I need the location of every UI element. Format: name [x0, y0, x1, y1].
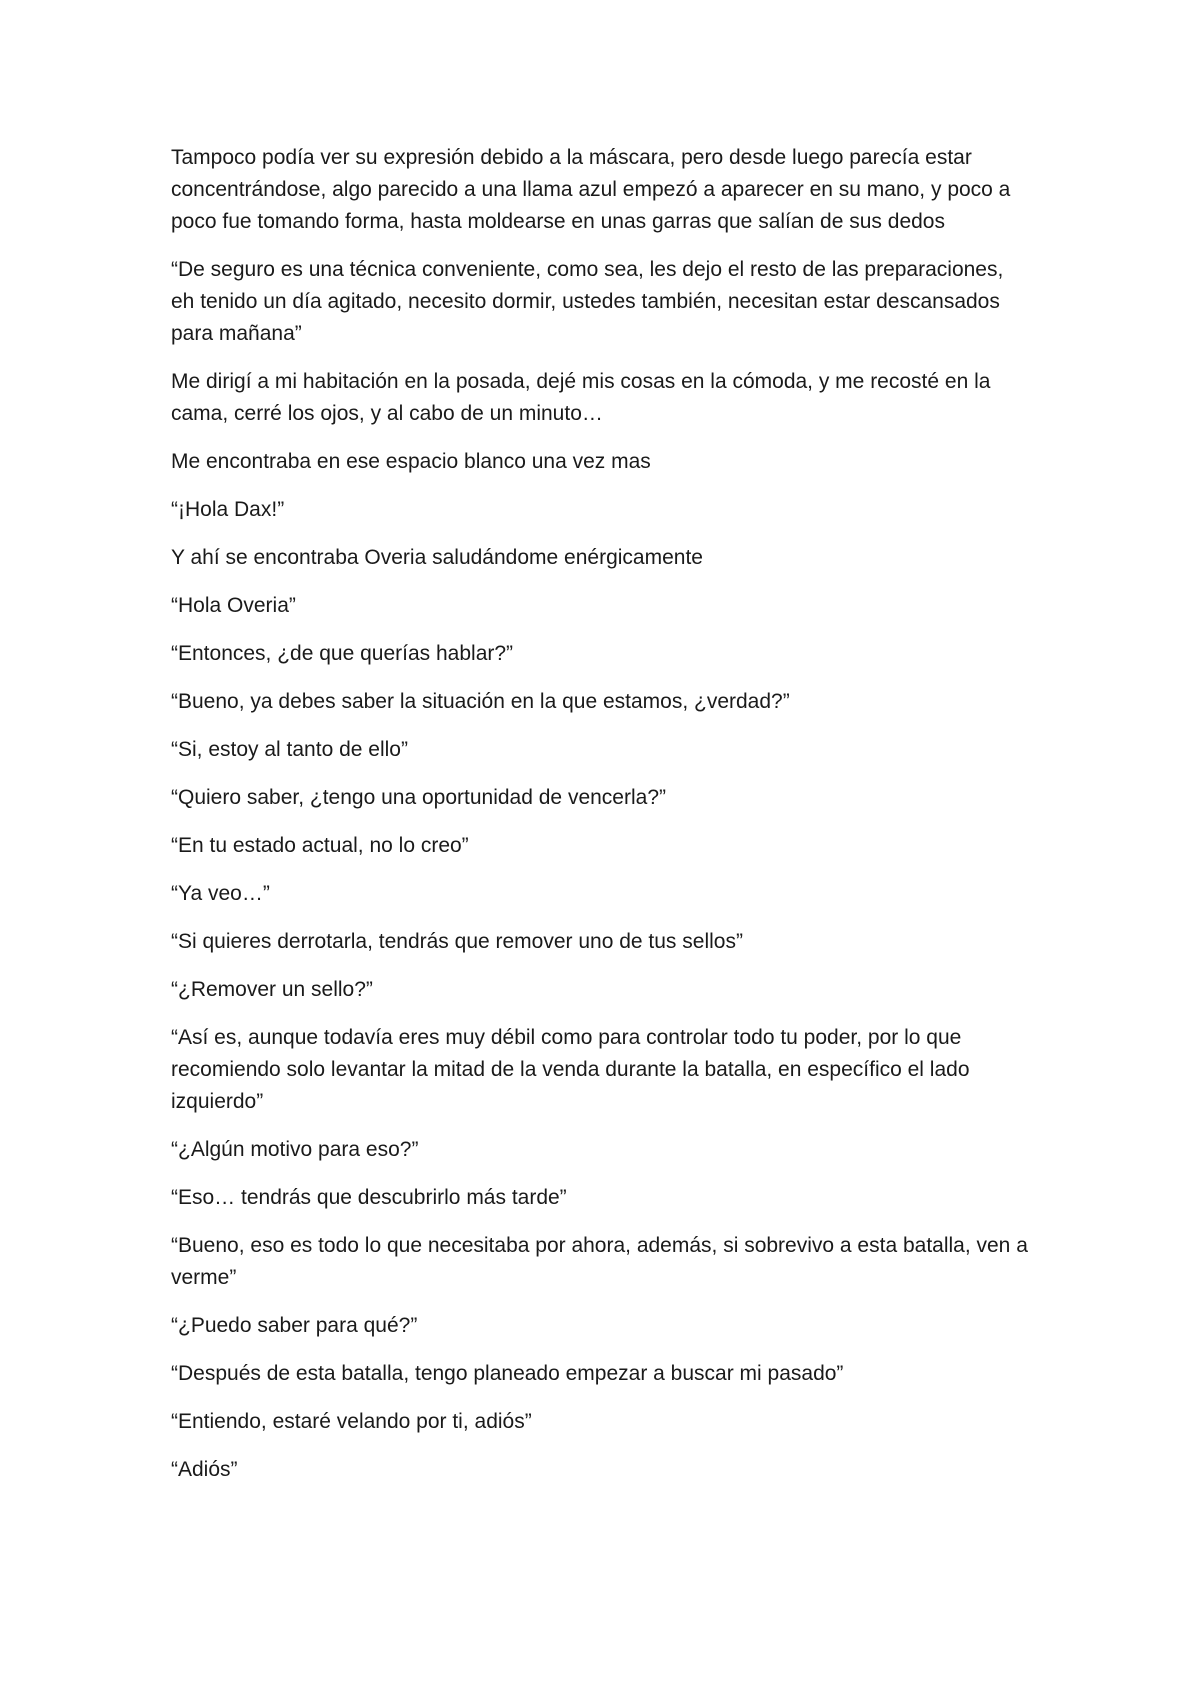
paragraph: “En tu estado actual, no lo creo” [171, 834, 469, 857]
paragraph: “Bueno, ya debes saber la situación en la que estamos, ¿verdad?” [171, 690, 790, 713]
paragraph: “¡Hola Dax!” [171, 498, 285, 521]
paragraph: “¿Puedo saber para qué?” [171, 1314, 418, 1337]
paragraph: “Hola Overia” [171, 594, 296, 617]
paragraph: “Entonces, ¿de que querías hablar?” [171, 642, 514, 665]
paragraph: “¿Remover un sello?” [171, 978, 373, 1001]
paragraph: “Bueno, eso es todo lo que necesitaba por ahora, además, si sobrevivo a esta batalla, ven a verme” [171, 1234, 1028, 1289]
paragraph: “Después de esta batalla, tengo planeado empezar a buscar mi pasado” [171, 1362, 844, 1385]
paragraph: Me dirigí a mi habitación en la posada, dejé mis cosas en la cómoda, y me recosté en la cama, cerré los ojos, y al cabo de un minuto… [171, 370, 991, 425]
paragraph: “Quiero saber, ¿tengo una oportunidad de vencerla?” [171, 786, 666, 809]
paragraph: “¿Algún motivo para eso?” [171, 1138, 419, 1161]
paragraph: Me encontraba en ese espacio blanco una vez mas [171, 450, 651, 473]
paragraph: “Eso… tendrás que descubrirlo más tarde” [171, 1186, 567, 1209]
paragraph: “De seguro es una técnica conveniente, como sea, les dejo el resto de las preparaciones, eh tenido un día agitado, necesito dormir, ustedes también, necesitan estar descansados para mañana” [171, 258, 1004, 345]
paragraph: “Ya veo…” [171, 882, 270, 905]
paragraph: “Si quieres derrotarla, tendrás que remover uno de tus sellos” [171, 930, 743, 953]
paragraph: Tampoco podía ver su expresión debido a la máscara, pero desde luego parecía estar concentrándose, algo parecido a una llama azul empezó a aparecer en su mano, y poco a poco fue tomando forma, hasta moldearse en unas garras que salían de sus dedos [171, 146, 1011, 233]
paragraph: “Así es, aunque todavía eres muy débil como para controlar todo tu poder, por lo que recomiendo solo levantar la mitad de la venda durante la batalla, en específico el lado izquierdo” [171, 1026, 970, 1113]
paragraph: “Adiós” [171, 1458, 238, 1481]
paragraph: “Entiendo, estaré velando por ti, adiós” [171, 1410, 532, 1433]
paragraph: “Si, estoy al tanto de ello” [171, 738, 408, 761]
paragraph: Y ahí se encontraba Overia saludándome enérgicamente [171, 546, 703, 569]
document-body [171, 142, 1031, 1502]
